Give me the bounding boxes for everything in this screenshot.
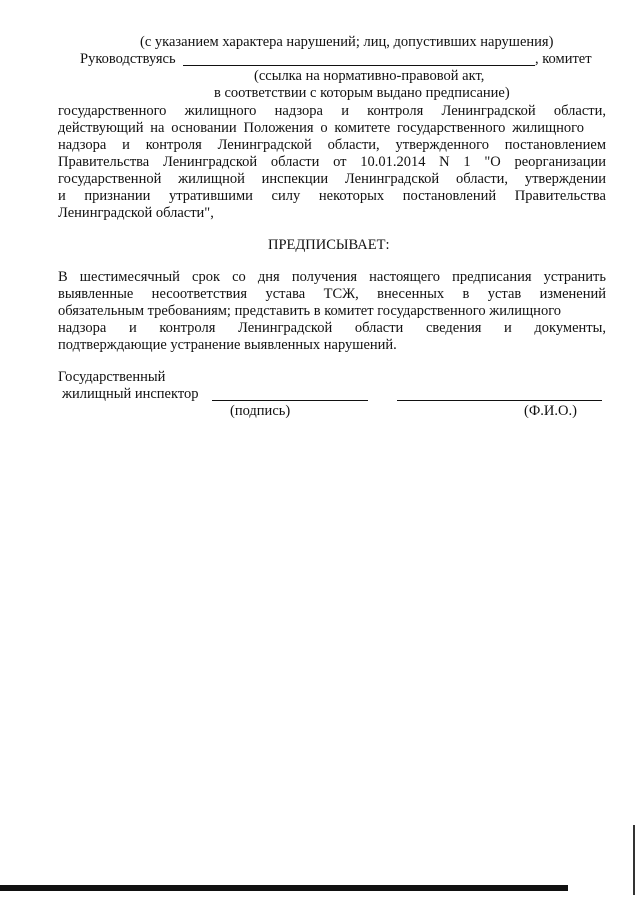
- note-violations: (с указанием характера нарушений; лиц, допустивших нарушения): [140, 34, 554, 50]
- order-last-line: подтверждающие устранение выявленных нарушений.: [58, 337, 397, 353]
- order-line: выявленные несоответствия устава ТСЖ, внесенных в устав изменений: [58, 286, 606, 302]
- name-caption: (Ф.И.О.): [524, 403, 577, 419]
- basis-line: государственной жилищной инспекции Ленинградской области, утверждении: [58, 171, 606, 187]
- prescribes-heading: ПРЕДПИСЫВАЕТ:: [268, 237, 390, 253]
- scan-right-edge: [633, 825, 635, 895]
- signature-blank-line: [212, 400, 368, 401]
- signature-title-2: жилищный инспектор: [62, 386, 199, 402]
- guided-by-label: Руководствуясь: [80, 51, 176, 67]
- scan-bottom-edge: [0, 885, 568, 891]
- order-line: В шестимесячный срок со дня получения настоящего предписания устранить: [58, 269, 606, 285]
- signature-caption: (подпись): [230, 403, 291, 419]
- note-legal-act-1: (ссылка на нормативно-правовой акт,: [254, 68, 485, 84]
- order-line: обязательным требованиям; представить в комитет государственного жилищного: [58, 303, 562, 319]
- basis-line: Правительства Ленинградской области от 10.01.2014 N 1 "О реорганизации: [58, 154, 606, 170]
- order-line: надзора и контроля Ленинградской области сведения и документы,: [58, 320, 606, 336]
- basis-last-line: Ленинградской области",: [58, 205, 214, 221]
- committee-word: , комитет: [535, 51, 592, 67]
- basis-line: и признании утратившими силу некоторых постановлений Правительства: [58, 188, 606, 204]
- signature-title-1: Государственный: [58, 369, 166, 385]
- name-blank-line: [397, 400, 602, 401]
- note-legal-act-2: в соответствии с которым выдано предписание): [214, 85, 510, 101]
- basis-line: надзора и контроля Ленинградской области, утвержденного постановлением: [58, 137, 606, 153]
- basis-line: действующий на основании Положения о комитете государственного жилищного: [58, 120, 584, 136]
- legal-act-blank-line: [183, 65, 535, 66]
- basis-line: государственного жилищного надзора и контроля Ленинградской области,: [58, 103, 606, 119]
